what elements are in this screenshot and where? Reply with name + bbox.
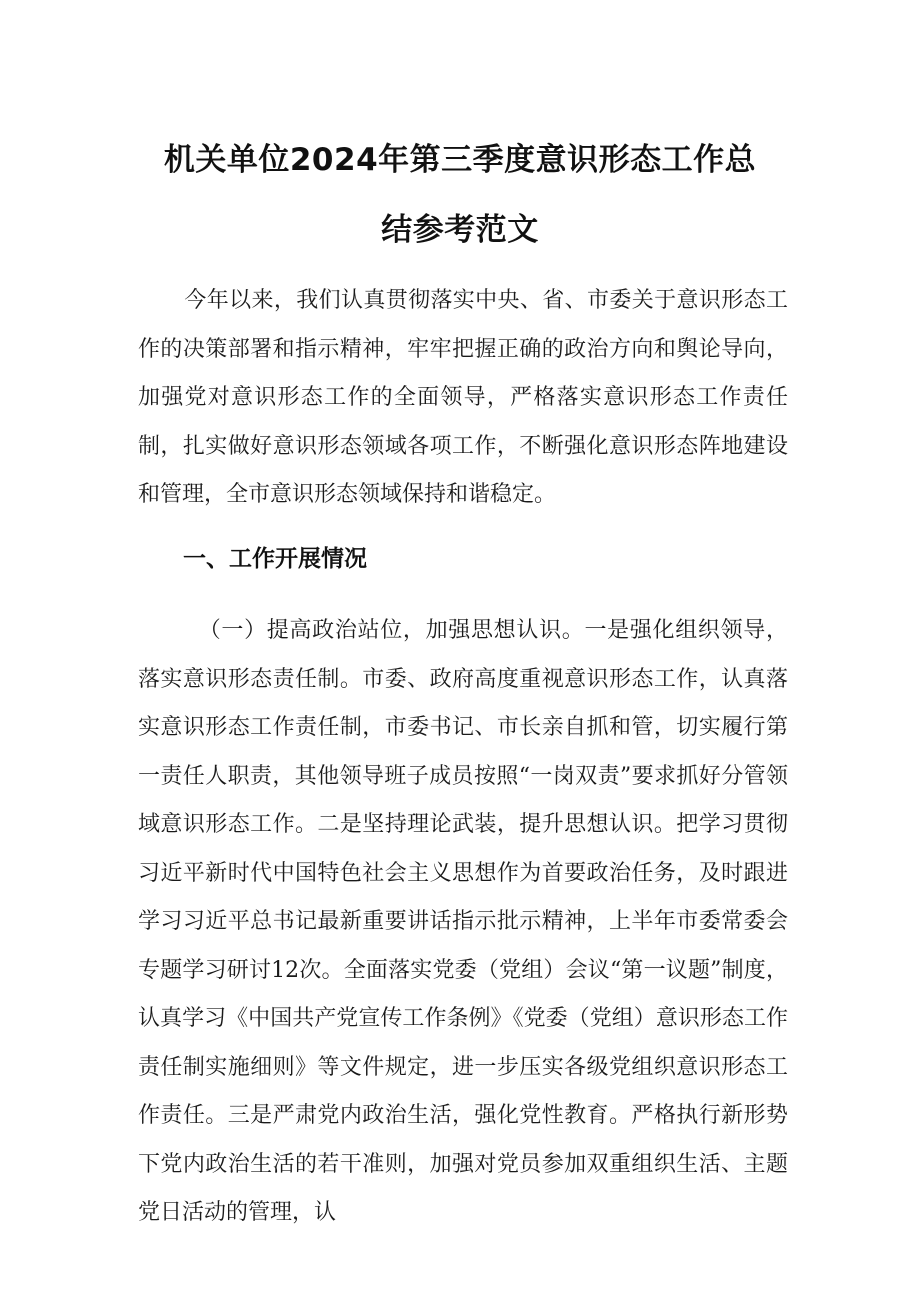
intro-paragraph-block: [138, 277, 788, 520]
section-heading: 一、工作开展情况: [183, 546, 367, 572]
document-title-line-1: 机关单位2024年第三季度意识形态工作总: [163, 142, 757, 178]
intro-paragraph: 今年以来，我们认真贯彻落实中央、省、市委关于意识形态工作的决策部署和指示精神，牢牢把握正确的政治方向和舆论导向，加强党对意识形态工作的全面领导，严格落实意识形态工作责任制，扎实做好意识形态领域各项工作，不断强化意识形态阵地建设和管理，全市意识形态领域保持和谐稳定。: [138, 288, 788, 507]
document-title-line-2: 结参考范文: [381, 212, 539, 248]
section-paragraph-block: [138, 607, 788, 1238]
section-paragraph: （一）提高政治站位，加强思想认识。一是强化组织领导，落实意识形态责任制。市委、政府高度重视意识形态工作，认真落实意识形态工作责任制，市委书记、市长亲自抓和管，切实履行第一责任人职责，其他领导班子成员按照“一岗双责”要求抓好分管领域意识形态工作。二是坚持理论武装，提升思想认识。把学习贯彻习近平新时代中国特色社会主义思想作为首要政治任务，及时跟进学习习近平总书记最新重要讲话指示批示精神，上半年市委常委会专题学习研讨12次。全面落实党委（党组）会议“第一议题”制度，认真学习《中国共产党宣传工作条例》《党委（党组）意识形态工作责任制实施细则》等文件规定，进一步压实各级党组织意识形态工作责任。三是严肃党内政治生活，强化党性教育。严格执行新形势下党内政治生活的若干准则，加强对党员参加双重组织生活、主题党日活动的管理，认: [138, 618, 788, 1225]
